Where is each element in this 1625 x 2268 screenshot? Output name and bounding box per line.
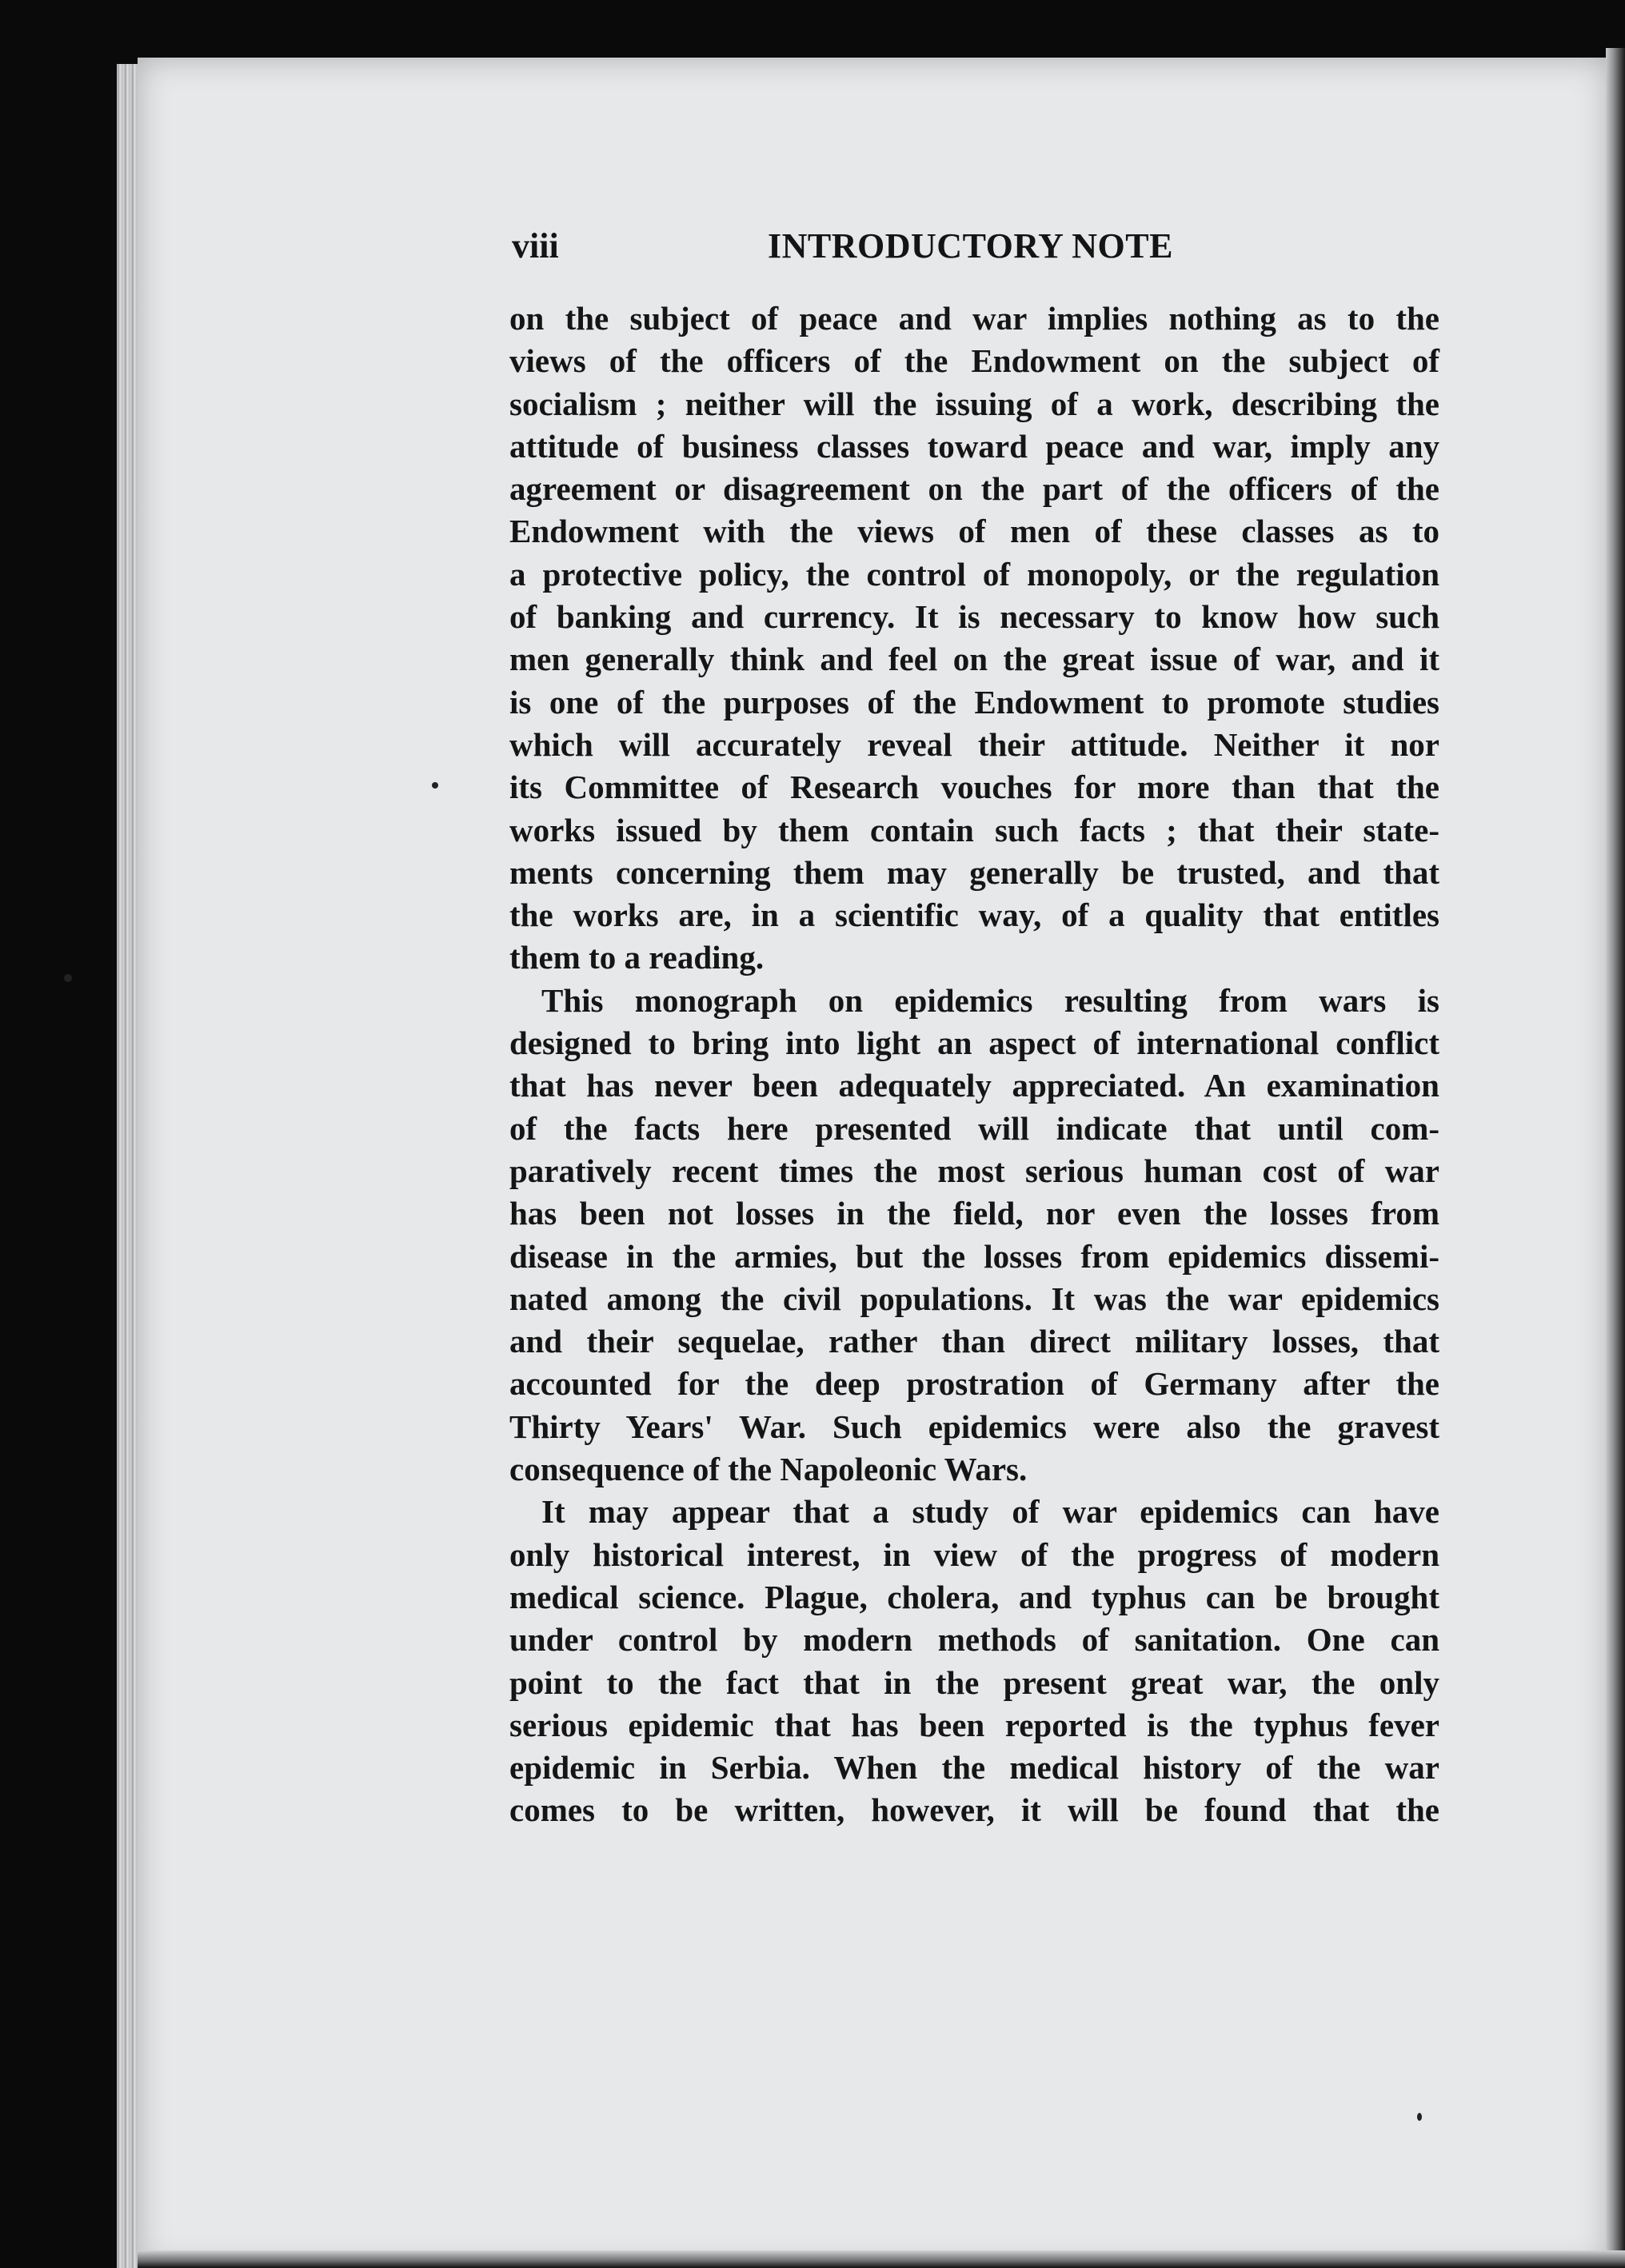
text-line: its Committee of Research vouches for more than that the	[509, 769, 1439, 806]
scan-speck	[432, 782, 438, 789]
text-line: of banking and currency. It is necessary to know how such	[509, 598, 1439, 636]
text-line: works issued by them contain such facts ; that their state-	[509, 811, 1439, 849]
text-line: nated among the civil populations. It was the war epidemics	[509, 1280, 1439, 1317]
scan-speck	[64, 974, 72, 982]
scan-speck	[1417, 2113, 1422, 2121]
text-line: Thirty Years' War. Such epidemics were also the gravest	[509, 1408, 1439, 1445]
text-line: which will accurately reveal their attitude. Neither it nor	[509, 725, 1439, 763]
text-line: agreement or disagreement on the part of the officers of the	[509, 470, 1439, 508]
text-line: that has never been adequately appreciated. An examination	[509, 1067, 1439, 1104]
text-line: the works are, in a scientific way, of a quality that entitles	[509, 896, 1439, 934]
text-line: paratively recent times the most serious human cost of war	[509, 1152, 1439, 1189]
text-line: Endowment with the views of men of these classes as to	[509, 513, 1439, 550]
text-line: serious epidemic that has been reported is the typhus fever	[509, 1706, 1439, 1743]
text-line: views of the officers of the Endowment on the subject of	[509, 342, 1439, 380]
paragraph	[509, 1491, 1439, 1831]
text-line: ments concerning them may generally be trusted, and that	[509, 853, 1439, 891]
page-right-edge	[1606, 48, 1625, 2268]
paragraph	[509, 297, 1439, 980]
text-line: socialism ; neither will the issuing of a work, describing the	[509, 385, 1439, 422]
paragraph	[509, 980, 1439, 1491]
text-line: point to the fact that in the present great war, the only	[509, 1663, 1439, 1701]
text-line: of the facts here presented will indicate that until com-	[509, 1109, 1439, 1147]
text-line: under control by modern methods of sanitation. One can	[509, 1621, 1439, 1659]
text-line: This monograph on epidemics resulting from wars is	[541, 981, 1439, 1019]
text-line: and their sequelae, rather than direct military losses, that	[509, 1323, 1439, 1360]
text-line: It may appear that a study of war epidemics can have	[541, 1493, 1439, 1531]
text-line: only historical interest, in view of the progress of modern	[509, 1535, 1439, 1573]
text-line: them to a reading.	[509, 939, 765, 976]
text-line: men generally think and feel on the great issue of war, and it	[509, 641, 1439, 678]
body-text	[509, 297, 1439, 1832]
text-line: accounted for the deep prostration of Germany after the	[509, 1365, 1439, 1403]
text-line: epidemic in Serbia. When the medical history of the war	[509, 1749, 1439, 1787]
running-head: INTRODUCTORY NOTE	[768, 226, 1173, 266]
text-line: on the subject of peace and war implies nothing as to the	[509, 300, 1439, 337]
page-bottom-edge	[138, 2250, 1625, 2268]
text-line: disease in the armies, but the losses from epidemics dissemi-	[509, 1237, 1439, 1275]
text-line: is one of the purposes of the Endowment to promote studies	[509, 683, 1439, 721]
text-line: attitude of business classes toward peace and war, imply any	[509, 427, 1439, 465]
text-line: has been not losses in the field, nor even the losses from	[509, 1195, 1439, 1232]
text-line: medical science. Plague, cholera, and typhus can be brought	[509, 1578, 1439, 1615]
text-line: consequence of the Napoleonic Wars.	[509, 1451, 1028, 1488]
text-line: a protective policy, the control of monopoly, or the regulation	[509, 555, 1439, 593]
page-header	[512, 226, 1439, 274]
page-number: viii	[512, 226, 559, 266]
text-line: comes to be written, however, it will be found that the	[509, 1791, 1439, 1829]
text-line: designed to bring into light an aspect of international conflict	[509, 1024, 1439, 1062]
